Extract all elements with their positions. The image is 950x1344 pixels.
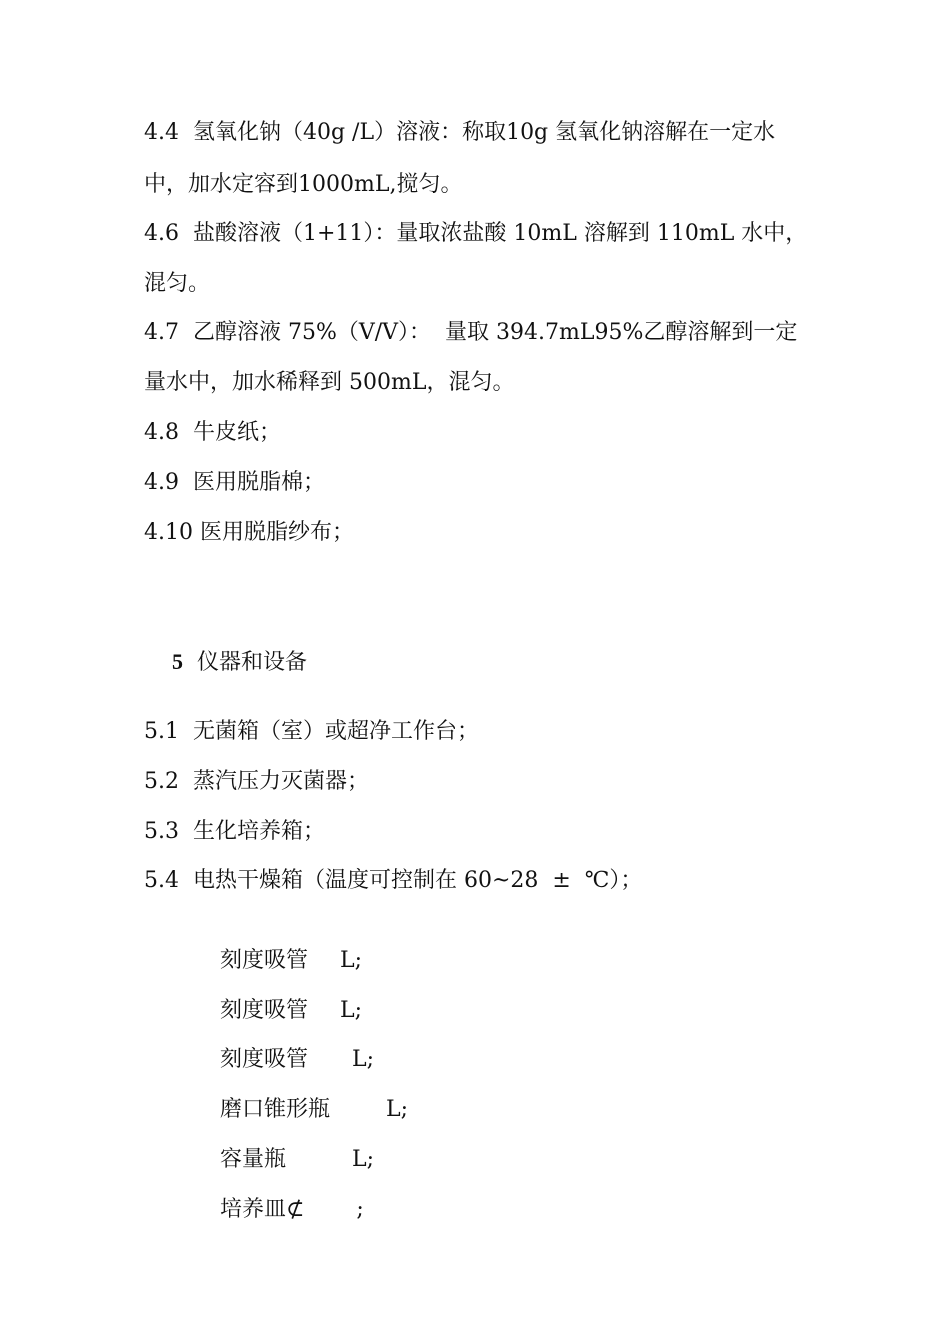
- subitem-name: 培养皿⊄: [219, 1197, 305, 1222]
- section-number: 5: [171, 649, 183, 674]
- subitem-name: 刻度吸管: [219, 1047, 308, 1072]
- reagent-4-6-line2: 混匀。: [144, 271, 211, 296]
- subitem-name: 容量瓶: [219, 1147, 286, 1172]
- reagent-4-4-line1: 4.4 氢氧化钠（40g /L）溶液：称取10g 氢氧化钠溶解在一定水: [144, 120, 776, 145]
- reagent-4-7-line1: 4.7 乙醇溶液 75%（V/V）： 量取 394.7mL95%乙醇溶解到一定: [144, 320, 798, 345]
- subitem-petri-dish: [192, 1165, 364, 1255]
- subitem-unit: L;: [340, 998, 363, 1023]
- section-heading: [144, 617, 307, 708]
- reagent-4-9: 4.9 医用脱脂棉；: [144, 470, 325, 495]
- equipment-5-1: 5.1 无菌箱（室）或超净工作台；: [144, 719, 479, 744]
- equipment-5-4: 5.4 电热干燥箱（温度可控制在 60~28 ± ℃）；: [144, 868, 643, 893]
- reagent-4-8: 4.8 牛皮纸；: [144, 420, 281, 445]
- reagent-4-6-line1: 4.6 盐酸溶液（1+11）：量取浓盐酸 10mL 溶解到 110mL 水中，: [144, 221, 808, 246]
- equipment-5-3: 5.3 生化培养箱；: [144, 819, 325, 844]
- subitem-name: 刻度吸管: [219, 948, 308, 973]
- reagent-4-4-line2: 中，加水定容到1000mL,搅匀。: [144, 172, 463, 197]
- subitem-name: 磨口锥形瓶: [219, 1097, 330, 1122]
- subitem-unit: L;: [386, 1097, 409, 1122]
- subitem-unit: L;: [340, 948, 363, 973]
- subitem-unit: L;: [352, 1147, 375, 1172]
- subitem-name: 刻度吸管: [219, 998, 308, 1023]
- subitem-unit: L;: [352, 1047, 375, 1072]
- equipment-5-2: 5.2 蒸汽压力灭菌器；: [144, 769, 369, 794]
- reagent-4-10: 4.10 医用脱脂纱布；: [144, 520, 354, 545]
- section-title: 仪器和设备: [196, 650, 307, 675]
- reagent-4-7-line2: 量水中，加水稀释到 500mL，混匀。: [144, 370, 515, 395]
- subitem-unit: ;: [356, 1197, 364, 1222]
